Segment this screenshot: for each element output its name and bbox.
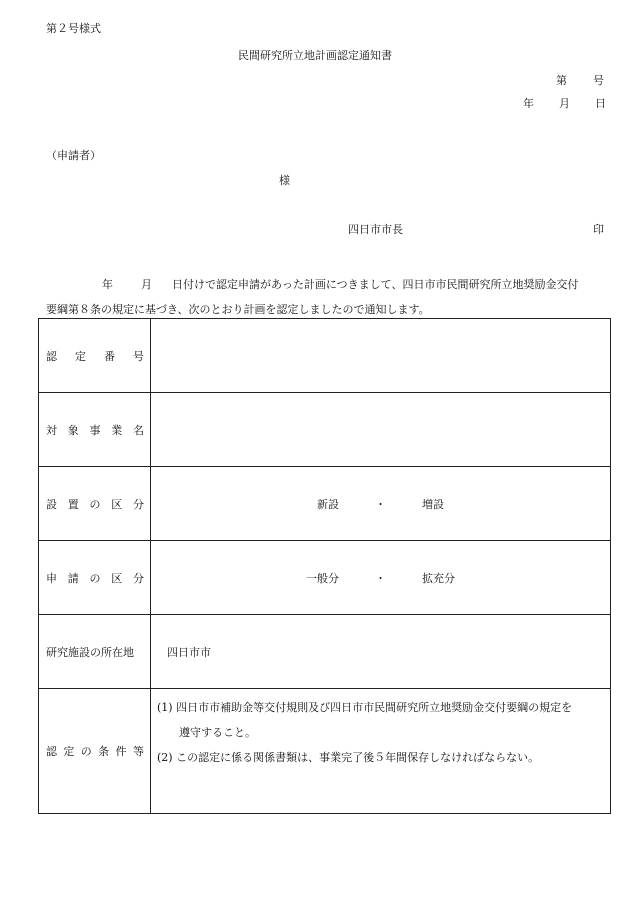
option-general[interactable]: 一般分 <box>306 571 339 585</box>
project-name-label: 対 象 事 業 名 <box>46 423 144 437</box>
certification-number-field[interactable] <box>151 319 611 393</box>
label-cell <box>39 615 151 689</box>
label-cell <box>39 541 151 615</box>
label-cell <box>39 393 151 467</box>
label-cell <box>39 467 151 541</box>
option-enhanced[interactable]: 拡充分 <box>422 571 455 585</box>
conditions-cell <box>151 689 611 814</box>
number-suffix: 号 <box>593 74 604 87</box>
application-type-label: 申 請 の 区 分 <box>46 571 144 585</box>
honorific: 様 <box>279 174 290 187</box>
body-year: 年 <box>102 278 113 291</box>
condition-1-line-2: 遵守すること。 <box>179 726 256 739</box>
number-prefix: 第 <box>556 74 567 87</box>
table-row <box>39 319 611 393</box>
label-cell <box>39 689 151 814</box>
option-new[interactable]: 新設 <box>317 497 339 511</box>
date-day: 日 <box>595 97 606 110</box>
seal-mark: 印 <box>593 223 604 236</box>
facility-location-cell <box>151 615 611 689</box>
body-month: 月 <box>141 278 152 291</box>
certification-table <box>38 318 611 814</box>
option-separator: ・ <box>375 497 386 511</box>
document-number <box>556 74 604 88</box>
option-expansion[interactable]: 増設 <box>422 497 444 511</box>
facility-location-label: 研究施設の所在地 <box>46 645 134 659</box>
conditions-label: 認 定 の 条 件 等 <box>46 745 144 758</box>
facility-location-value: 四日市市 <box>167 645 211 659</box>
date-month: 月 <box>559 97 570 110</box>
date-year: 年 <box>523 97 534 110</box>
option-separator: ・ <box>375 571 386 585</box>
document-title: 民間研究所立地計画認定通知書 <box>238 49 392 62</box>
body-line-1 <box>46 272 611 297</box>
project-name-field[interactable] <box>151 393 611 467</box>
table-row <box>39 467 611 541</box>
notice-body <box>46 272 611 322</box>
table-row <box>39 615 611 689</box>
table-row <box>39 689 611 814</box>
application-type-options <box>151 541 611 615</box>
body-line-1-rest: 日付けで認定申請があった計画につきまして、四日市市民間研究所立地奨励金交付 <box>172 278 579 291</box>
certification-number-label: 認 定 番 号 <box>46 349 144 363</box>
body-line-2: 要綱第８条の規定に基づき、次のとおり計画を認定しましたので通知します。 <box>46 303 430 316</box>
table-row <box>39 541 611 615</box>
installation-type-label: 設 置 の 区 分 <box>46 497 144 511</box>
form-number-label: 第２号様式 <box>46 22 101 35</box>
installation-type-options <box>151 467 611 541</box>
document-date <box>523 97 606 111</box>
table-row <box>39 393 611 467</box>
label-cell <box>39 319 151 393</box>
issuer-mayor: 四日市市長 <box>348 223 403 236</box>
condition-1-line-1: (1) 四日市市補助金等交付規則及び四日市市民間研究所立地奨励金交付要綱の規定を <box>157 701 573 714</box>
condition-2: (2) この認定に係る関係書類は、事業完了後５年間保存しなければならない。 <box>157 751 540 764</box>
applicant-label: （申請者） <box>46 149 101 162</box>
